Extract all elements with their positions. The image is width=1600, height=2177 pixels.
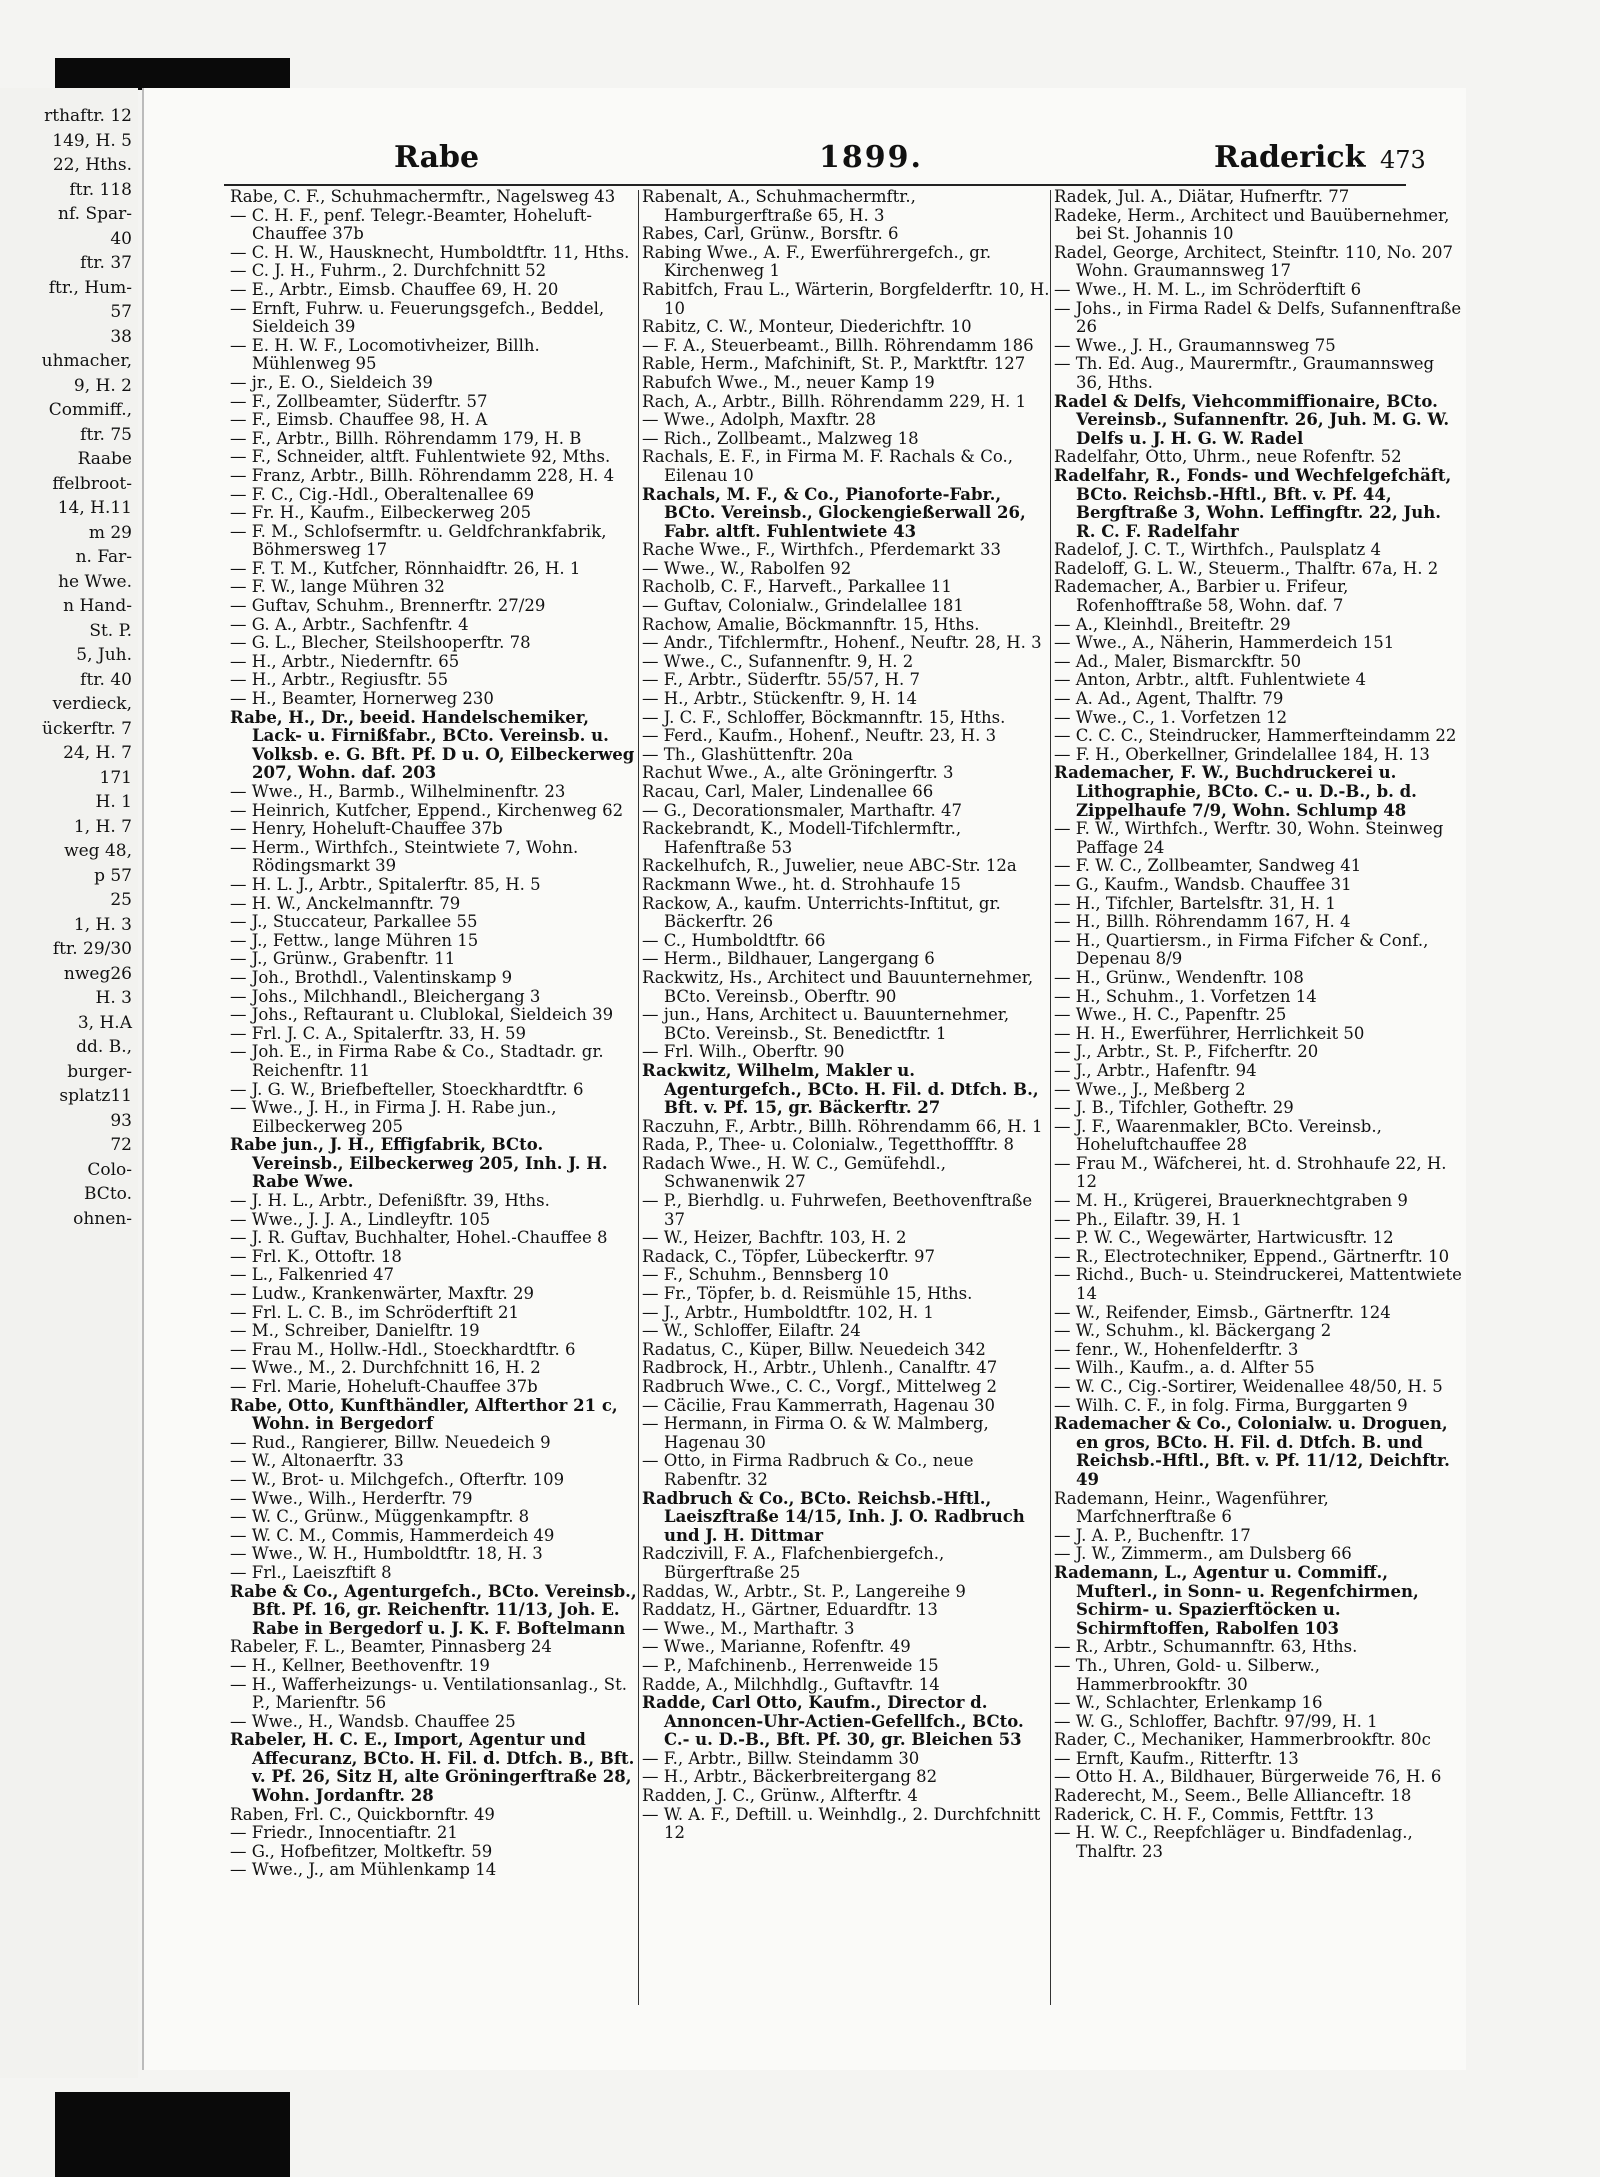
directory-entry: — Fr., Töpfer, b. d. Reismühle 15, Hths. (642, 1284, 973, 1304)
directory-entry: Raddatz, H., Gärtner, Eduardftr. 13 (642, 1600, 938, 1620)
directory-entry: — Frl. J. C. A., Spitalerftr. 33, H. 59 (230, 1023, 527, 1043)
directory-entry: — G., Decorationsmaler, Marthaftr. 47 (642, 800, 963, 820)
directory-entry-highlighted: Radelfahr, R., Fonds- und Wechfelgefchäft, BCto. Reichsb.-Hftl., Bft. v. Pf. 44, Bergftraße 3, Wohn. Leffingftr. 22, Juh. R. C. F. Radelfahr (1054, 465, 1452, 541)
directory-entry: — F. T. M., Kutfcher, Rönnhaidftr. 26, H. 1 (230, 558, 581, 578)
directory-entry: — Wwe., W. H., Humboldtftr. 18, H. 3 (230, 1544, 543, 1564)
directory-entry: Radeke, Herm., Architect und Bauübernehmer, bei St. Johannis 10 (1054, 205, 1450, 244)
directory-entry: — Frl., Laeiszftift 8 (230, 1562, 392, 1582)
directory-entry: — Henry, Hoheluft-Chauffee 37b (230, 819, 503, 839)
directory-entry: — F., Arbtr., Süderftr. 55/57, H. 7 (642, 670, 921, 690)
directory-entry: — W. C., Grünw., Müggenkampftr. 8 (230, 1507, 530, 1527)
directory-entry: — Wwe., M., 2. Durchfchnitt 16, H. 2 (230, 1358, 541, 1378)
directory-entry: — C. H. F., penf. Telegr.-Beamter, Hoheluft-Chauffee 37b (230, 205, 592, 244)
directory-entry: Rachut Wwe., A., alte Gröningerftr. 3 (642, 763, 954, 783)
directory-entry: — P., Mafchinenb., Herrenweide 15 (642, 1655, 939, 1675)
directory-entry: — F. W., Wirthfch., Werftr. 30, Wohn. Steinweg Paffage 24 (1054, 819, 1444, 857)
directory-entry: — Wwe., M., Marthaftr. 3 (642, 1618, 855, 1638)
directory-entry: — Wwe., Adolph, Maxftr. 28 (642, 410, 877, 430)
directory-entry: Raderecht, M., Seem., Belle Allianceftr. 18 (1054, 1786, 1412, 1806)
directory-entry-highlighted: Radbruch & Co., BCto. Reichsb.-Hftl., Laeiszftraße 14/15, Inh. J. O. Radbruch und J. H. Dittmar (642, 1488, 1025, 1545)
directory-entry: — F. W. C., Zollbeamter, Sandweg 41 (1054, 856, 1362, 876)
directory-entry: — Cäcilie, Frau Kammerrath, Hagenau 30 (642, 1395, 996, 1415)
directory-entry: Racholb, C. F., Harveft., Parkallee 11 (642, 577, 952, 597)
directory-entry: Rabe, C. F., Schuhmachermftr., Nagelsweg 43 (230, 187, 616, 206)
directory-entry-highlighted: Rademacher, F. W., Buchdruckerei u. Lithographie, BCto. C.- u. D.-B., b. d. Zippelhaufe 7/9, Wohn. Schlump 48 (1054, 763, 1417, 820)
header-rule (224, 184, 1406, 186)
directory-entry: — Ferd., Kaufm., Hohenf., Neuftr. 23, H. 3 (642, 726, 997, 746)
directory-entry: — H., Kellner, Beethovenftr. 19 (230, 1655, 490, 1675)
directory-entry: Radek, Jul. A., Diätar, Hufnerftr. 77 (1054, 187, 1350, 206)
directory-entry: — jun., Hans, Architect u. Bauunternehmer, BCto. Vereinsb., St. Benedictftr. 1 (642, 1005, 1010, 1043)
directory-entry: Radelfahr, Otto, Uhrm., neue Rofenftr. 52 (1054, 447, 1402, 467)
directory-entry: — fenr., W., Hohenfelderftr. 3 (1054, 1339, 1299, 1359)
directory-entry: Racau, Carl, Maler, Lindenallee 66 (642, 782, 934, 801)
directory-entry: — Frl. Wilh., Oberftr. 90 (642, 1042, 845, 1062)
directory-entry: — Wwe., J., Meßberg 2 (1054, 1079, 1246, 1099)
directory-entry: — F., Eimsb. Chauffee 98, H. A (230, 410, 488, 430)
directory-entry: Rademacher, A., Barbier u. Frifeur, Rofenhofftraße 58, Wohn. daf. 7 (1054, 577, 1349, 616)
directory-entry: Rabes, Carl, Grünw., Borsftr. 6 (642, 224, 899, 244)
directory-entry: — H. W., Anckelmannftr. 79 (230, 893, 461, 913)
directory-column-1 (230, 188, 640, 1880)
directory-entry-highlighted: Rachals, M. F., & Co., Pianoforte-Fabr., BCto. Vereinsb., Glockengießerwall 26, Fabr. altft. Fuhlentwiete 43 (642, 484, 1026, 541)
directory-entry: Radbruch Wwe., C. C., Vorgf., Mittelweg 2 (642, 1377, 997, 1396)
directory-entry: Rademann, Heinr., Wagenführer, Marfchnerftraße 6 (1054, 1488, 1329, 1527)
directory-entry: — C. H. W., Hausknecht, Humboldtftr. 11, Hths. (230, 242, 630, 262)
directory-entry-highlighted: Radel & Delfs, Viehcommiffionaire, BCto. Vereinsb., Sufannenftr. 26, Juh. M. G. W. Delfs u. J. H. G. W. Radel (1054, 391, 1450, 448)
directory-entry: Radatus, C., Küper, Billw. Neuedeich 342 (642, 1339, 986, 1359)
directory-entry: — Wwe., Wilh., Herderftr. 79 (230, 1488, 473, 1508)
directory-entry: — Wwe., J., am Mühlenkamp 14 (230, 1860, 497, 1880)
directory-entry-highlighted: Radde, Carl Otto, Kaufm., Director d. Annoncen-Uhr-Actien-Gefellfch., BCto. C.- u. D.-B., Bft. Pf. 30, gr. Bleichen 53 (642, 1693, 1024, 1750)
directory-entry: — Heinrich, Kutfcher, Eppend., Kirchenweg 62 (230, 800, 624, 820)
directory-entry: — Wwe., Marianne, Rofenftr. 49 (642, 1637, 911, 1657)
directory-entry-highlighted: Rackwitz, Wilhelm, Makler u. Agenturgefch., BCto. H. Fil. d. Dtfch. B., Bft. v. Pf. 15, gr. Bäckerftr. 27 (642, 1060, 1039, 1118)
page-header (144, 140, 1466, 184)
facing-page-fragments: rthaftr. 12 149, H. 5 22, Hths. ftr. 118 nf. Spar- 40 ftr. 37 ftr., Hum- 57 38 uhmacher, 9, H. 2 Commiff., ftr. 75 Raabe ffelbroot- 14, H.11 m 29 n. Far- he Wwe. n Hand- St. P. 5, Juh. ftr. 40 verdieck, ückerftr. 7 24, H. 7 171 H. 1 1, H. 7 weg 48, p 57 25 1, H. 3 ftr. 29/30 nweg26 H. 3 3, H.A dd. B., burger- splatz11 93 72 Colo- BCto. ohnen- (41, 106, 132, 1229)
directory-entry: — J., Arbtr., Humboldtftr. 102, H. 1 (642, 1302, 934, 1322)
directory-entry: — A., Kleinhdl., Breiteftr. 29 (1054, 614, 1291, 634)
directory-entry: Rabufch Wwe., M., neuer Kamp 19 (642, 372, 935, 392)
directory-entry: Radeloff, G. L. W., Steuerm., Thalftr. 67a, H. 2 (1054, 558, 1439, 578)
directory-entry: Radden, J. C., Grünw., Alfterftr. 4 (642, 1786, 918, 1806)
header-first-name: Rabe (394, 140, 480, 175)
directory-entry: — H. H., Ewerführer, Herrlichkeit 50 (1054, 1023, 1365, 1043)
directory-entry-highlighted: Rabe, Otto, Kunfthändler, Alfterthor 21 c, Wohn. in Bergedorf (230, 1395, 618, 1434)
directory-entry: — Franz, Arbtr., Billh. Röhrendamm 228, H. 4 (230, 465, 615, 485)
directory-entry: Rachow, Amalie, Böckmannftr. 15, Hths. (642, 614, 980, 634)
directory-entry: — E. H. W. F., Locomotivheizer, Billh. Mühlenweg 95 (230, 335, 540, 374)
directory-entry: — J. B., Tifchler, Gotheftr. 29 (1054, 1098, 1294, 1118)
directory-column-3 (1054, 188, 1464, 1861)
directory-entry: — F., Arbtr., Billh. Röhrendamm 179, H. B (230, 428, 582, 448)
directory-entry: — J., Grünw., Grabenftr. 11 (230, 949, 456, 969)
directory-entry: — C. J. H., Fuhrm., 2. Durchfchnitt 52 (230, 261, 547, 281)
directory-entry: — H., Wafferheizungs- u. Ventilationsanlag., St. P., Marienftr. 56 (230, 1674, 627, 1713)
directory-entry: — J., Arbtr., St. P., Fifcherftr. 20 (1054, 1042, 1319, 1062)
directory-entry: — W., Schuhm., kl. Bäckergang 2 (1054, 1321, 1332, 1341)
directory-entry: — W., Schloffer, Eilaftr. 24 (642, 1321, 861, 1341)
directory-entry: — F., Arbtr., Billw. Steindamm 30 (642, 1748, 920, 1768)
facing-page-edge (0, 88, 138, 2078)
directory-entry: — Wwe., C., Sufannenftr. 9, H. 2 (642, 651, 914, 671)
directory-entry: — R., Electrotechniker, Eppend., Gärtnerftr. 10 (1054, 1246, 1450, 1266)
directory-entry: — Johs., Reftaurant u. Clublokal, Sieldeich 39 (230, 1005, 614, 1025)
directory-entry: — H. L. J., Arbtr., Spitalerftr. 85, H. 5 (230, 874, 541, 894)
directory-entry: — G., Kaufm., Wandsb. Chauffee 31 (1054, 874, 1352, 894)
directory-entry: — W. G., Schloffer, Bachftr. 97/99, H. 1 (1054, 1711, 1378, 1731)
directory-entry: — Frl. Marie, Hoheluft-Chauffee 37b (230, 1377, 538, 1396)
directory-entry: — Wwe., H. M. L., im Schröderftift 6 (1054, 279, 1362, 299)
directory-entry: — Frau M., Hollw.-Hdl., Stoeckhardtftr. 6 (230, 1339, 576, 1359)
directory-entry-highlighted: Rabe, H., Dr., beeid. Handelschemiker, Lack- u. Firnißfabr., BCto. Vereinsb. u. Volksb. e. G. Bft. Pf. D u. O, Eilbeckerweg 207, Wohn. daf. 203 (230, 707, 635, 783)
directory-entry: — P. W. C., Wegewärter, Hartwicusftr. 12 (1054, 1228, 1394, 1248)
directory-entry: — Frl. K., Ottoftr. 18 (230, 1246, 402, 1266)
directory-entry: — J. A. P., Buchenftr. 17 (1054, 1525, 1251, 1545)
directory-entry: — Wwe., H. C., Papenftr. 25 (1054, 1005, 1287, 1025)
directory-entry: — J. R. Guftav, Buchhalter, Hohel.-Chauffee 8 (230, 1228, 608, 1248)
directory-entry: — W., Reifender, Eimsb., Gärtnerftr. 124 (1054, 1302, 1391, 1322)
directory-entry: — F. C., Cig.-Hdl., Oberaltenallee 69 (230, 484, 535, 504)
directory-entry: — G. A., Arbtr., Sachfenftr. 4 (230, 614, 469, 634)
directory-entry: — F. W., lange Mühren 32 (230, 577, 445, 597)
directory-entry: — M., Schreiber, Danielftr. 19 (230, 1321, 480, 1341)
directory-entry: — Frl. L. C. B., im Schröderftift 21 (230, 1302, 520, 1322)
directory-entry: Rable, Herm., Mafchinift, St. P., Marktftr. 127 (642, 354, 1026, 374)
directory-entry: Raderick, C. H. F., Commis, Fettftr. 13 (1054, 1804, 1374, 1824)
directory-entry: — A. Ad., Agent, Thalftr. 79 (1054, 689, 1284, 709)
directory-entry: — C. C. C., Steindrucker, Hammerfteindamm 22 (1054, 726, 1457, 746)
directory-entry: — jr., E. O., Sieldeich 39 (230, 372, 433, 392)
directory-entry: — J. F., Waarenmakler, BCto. Vereinsb., Hoheluftchauffee 28 (1054, 1116, 1382, 1155)
directory-entry: — Ad., Maler, Bismarckftr. 50 (1054, 651, 1302, 671)
directory-column-2 (642, 188, 1052, 1843)
directory-entry: Rackebrandt, K., Modell-Tifchlermftr., Hafenftraße 53 (642, 819, 962, 857)
directory-entry: — Th., Uhren, Gold- u. Silberw., Hammerbrookftr. 30 (1054, 1655, 1321, 1694)
directory-entry: Rackmann Wwe., ht. d. Strohhaufe 15 (642, 874, 961, 894)
directory-entry: — Richd., Buch- u. Steindruckerei, Mattentwiete 14 (1054, 1265, 1462, 1304)
directory-entry: Rabeler, F. L., Beamter, Pinnasberg 24 (230, 1637, 552, 1657)
directory-entry-highlighted: Rademann, L., Agentur u. Commiff., Mufterl., in Sonn- u. Regenfchirmen, Schirm- u. Spazierftöcken u. Schirmftoffen, Rabolfen 103 (1054, 1562, 1419, 1638)
directory-entry: — H., Schuhm., 1. Vorfetzen 14 (1054, 986, 1317, 1006)
directory-entry: — Wwe., J. J. A., Lindleyftr. 105 (230, 1209, 491, 1229)
directory-entry: — W. C. M., Commis, Hammerdeich 49 (230, 1525, 555, 1545)
directory-entry: Rabitfch, Frau L., Wärterin, Borgfelderftr. 10, H. 10 (642, 279, 1050, 318)
directory-entry: Rache Wwe., F., Wirthfch., Pferdemarkt 33 (642, 540, 1001, 560)
directory-entry: — Friedr., Innocentiaftr. 21 (230, 1823, 458, 1843)
directory-entry: — Wwe., W., Rabolfen 92 (642, 558, 852, 578)
directory-entry: Radczivill, F. A., Flafchenbiergefch., Bürgerftraße 25 (642, 1544, 945, 1582)
directory-entry: — W. C., Cig.-Sortirer, Weidenallee 48/50, H. 5 (1054, 1377, 1443, 1396)
directory-entry: — W., Altonaerftr. 33 (230, 1451, 404, 1471)
directory-entry: — Guftav, Schuhm., Brennerftr. 27/29 (230, 596, 546, 616)
book-spine-top (55, 58, 290, 90)
directory-entry: Raddas, W., Arbtr., St. P., Langereihe 9 (642, 1581, 966, 1601)
directory-entry: Radel, George, Architect, Steinftr. 110, No. 207 Wohn. Graumannsweg 17 (1054, 242, 1453, 281)
directory-entry: Radelof, J. C. T., Wirthfch., Paulsplatz 4 (1054, 540, 1381, 560)
directory-entry: — Wwe., C., 1. Vorfetzen 12 (1054, 707, 1288, 727)
directory-entry: — W., Schlachter, Erlenkamp 16 (1054, 1693, 1323, 1713)
directory-entry: Radack, C., Töpfer, Lübeckerftr. 97 (642, 1246, 935, 1266)
directory-entry: — Joh., Brothdl., Valentinskamp 9 (230, 967, 513, 987)
directory-entry: — L., Falkenried 47 (230, 1265, 395, 1285)
directory-entry: Rabing Wwe., A. F., Ewerführergefch., gr. Kirchenweg 1 (642, 242, 992, 281)
directory-entry: — Ernft, Fuhrw. u. Feuerungsgefch., Beddel, Sieldeich 39 (230, 298, 605, 337)
directory-entry: — G. L., Blecher, Steilshooperftr. 78 (230, 633, 531, 653)
directory-entry: — Johs., in Firma Radel & Delfs, Sufannenftraße 26 (1054, 298, 1462, 337)
directory-entry: Rackow, A., kaufm. Unterrichts-Inftitut, gr. Bäckerftr. 26 (642, 893, 1001, 932)
directory-entry-highlighted: Rabe & Co., Agenturgefch., BCto. Vereinsb., Bft. Pf. 16, gr. Reichenftr. 11/13, Joh. E. Rabe in Bergedorf u. J. K. F. Boftelmann (230, 1581, 637, 1638)
directory-entry: — Rich., Zollbeamt., Malzweg 18 (642, 428, 919, 448)
directory-entry: Rackwitz, Hs., Architect und Bauunternehmer, BCto. Vereinsb., Oberftr. 90 (642, 967, 1034, 1006)
directory-entry-highlighted: Rabe jun., J. H., Effigfabrik, BCto. Vereinsb., Eilbeckerweg 205, Inh. J. H. Rabe Wwe. (230, 1135, 608, 1192)
directory-entry: — Wilh. C. F., in folg. Firma, Burggarten 9 (1054, 1395, 1408, 1415)
directory-entry-highlighted: Rademacher & Co., Colonialw. u. Droguen, en gros, BCto. H. Fil. d. Dtfch. B. und Reichsb.-Hftl., Bft. v. Pf. 11/12, Deichftr. 49 (1054, 1414, 1450, 1489)
directory-entry: — F., Schuhm., Bennsberg 10 (642, 1265, 889, 1285)
directory-entry: — C., Humboldtftr. 66 (642, 930, 826, 950)
directory-page (142, 88, 1466, 2070)
directory-entry: Rackelhufch, R., Juwelier, neue ABC-Str. 12a (642, 856, 1017, 876)
directory-entry: Raben, Frl. C., Quickbornftr. 49 (230, 1804, 495, 1824)
directory-entry: — J. H. L., Arbtr., Defenißftr. 39, Hths. (230, 1191, 550, 1211)
directory-entry: — E., Arbtr., Eimsb. Chauffee 69, H. 20 (230, 279, 559, 299)
page-number: 473 (1380, 146, 1426, 174)
directory-entry: — F. A., Steuerbeamt., Billh. Röhrendamm 186 (642, 335, 1034, 355)
directory-entry: — Wwe., J. H., Graumannsweg 75 (1054, 335, 1336, 355)
directory-entry: — H., Arbtr., Niedernftr. 65 (230, 651, 460, 671)
directory-entry: — H., Quartiersm., in Firma Fifcher & Conf., Depenau 8/9 (1054, 930, 1429, 969)
directory-entry: Radbrock, H., Arbtr., Uhlenh., Canalftr. 47 (642, 1358, 998, 1378)
directory-entry: — Wwe., A., Näherin, Hammerdeich 151 (1054, 633, 1395, 653)
directory-entry: Rader, C., Mechaniker, Hammerbrookftr. 80c (1054, 1730, 1431, 1750)
directory-entry: — W., Heizer, Bachftr. 103, H. 2 (642, 1228, 907, 1248)
directory-entry: — Wwe., H., Barmb., Wilhelminenftr. 23 (230, 782, 566, 801)
directory-entry: — J. G. W., Briefbefteller, Stoeckhardtftr. 6 (230, 1079, 584, 1099)
directory-entry: — H., Beamter, Hornerweg 230 (230, 689, 494, 709)
directory-entry: Rada, P., Thee- u. Colonialw., Tegetthoffftr. 8 (642, 1135, 1014, 1155)
directory-entry: — Wwe., H., Wandsb. Chauffee 25 (230, 1711, 516, 1731)
directory-entry: — J., Stuccateur, Parkallee 55 (230, 912, 478, 932)
directory-entry: Radach Wwe., H. W. C., Gemüfehdl., Schwanenwik 27 (642, 1153, 946, 1192)
directory-entry: — Herm., Wirthfch., Steintwiete 7, Wohn. Rödingsmarkt 39 (230, 837, 579, 876)
directory-entry: — H., Arbtr., Stückenftr. 9, H. 14 (642, 689, 918, 709)
directory-entry: — M. H., Krügerei, Brauerknechtgraben 9 (1054, 1191, 1408, 1211)
directory-entry: — J. W., Zimmerm., am Dulsberg 66 (1054, 1544, 1352, 1564)
directory-entry: — H., Tifchler, Bartelsftr. 31, H. 1 (1054, 893, 1336, 913)
directory-entry: — J., Arbtr., Hafenftr. 94 (1054, 1060, 1257, 1080)
directory-entry: — P., Bierhdlg. u. Fuhrwefen, Beethovenftraße 37 (642, 1191, 1033, 1229)
directory-entry: — Joh. E., in Firma Rabe & Co., Stadtadr. gr. Reichenftr. 11 (230, 1042, 604, 1080)
directory-entry: Rachals, E. F., in Firma M. F. Rachals & Co., Eilenau 10 (642, 447, 1013, 485)
directory-entry: Raczuhn, F., Arbtr., Billh. Röhrendamm 66, H. 1 (642, 1116, 1043, 1136)
directory-entry: Rabenalt, A., Schuhmachermftr., Hamburgerftraße 65, H. 3 (642, 187, 916, 225)
directory-entry: — Anton, Arbtr., altft. Fuhlentwiete 4 (1054, 670, 1367, 690)
directory-entry: — F., Schneider, altft. Fuhlentwiete 92, Mths. (230, 447, 611, 467)
directory-entry: — J., Fettw., lange Mühren 15 (230, 930, 479, 950)
directory-entry: — Ph., Eilaftr. 39, H. 1 (1054, 1209, 1242, 1229)
directory-entry: Rach, A., Arbtr., Billh. Röhrendamm 229, H. 1 (642, 391, 1027, 411)
directory-entry: — Frau M., Wäfcherei, ht. d. Strohhaufe 22, H. 12 (1054, 1153, 1447, 1192)
directory-entry: Radde, A., Milchhdlg., Guftavftr. 14 (642, 1674, 940, 1694)
directory-entry: — H. W. C., Reepfchläger u. Bindfadenlag., Thalftr. 23 (1054, 1823, 1413, 1861)
directory-entry: — Th. Ed. Aug., Maurermftr., Graumannsweg 36, Hths. (1054, 354, 1435, 392)
header-year: 1899. (819, 140, 923, 175)
directory-entry: — F. H., Oberkellner, Grindelallee 184, H. 13 (1054, 744, 1430, 764)
directory-entry: — R., Arbtr., Schumannftr. 63, Hths. (1054, 1637, 1358, 1657)
directory-entry: — H., Arbtr., Regiusftr. 55 (230, 670, 449, 690)
directory-entry: — Hermann, in Firma O. & W. Malmberg, Hagenau 30 (642, 1414, 989, 1452)
directory-entry: — Th., Glashüttenftr. 20a (642, 744, 853, 764)
directory-entry: — G., Hofbefitzer, Moltkeftr. 59 (230, 1841, 493, 1861)
directory-entry: — Ernft, Kaufm., Ritterftr. 13 (1054, 1748, 1299, 1768)
directory-entry: — F., Zollbeamter, Süderftr. 57 (230, 391, 488, 411)
directory-entry: — Rud., Rangierer, Billw. Neuedeich 9 (230, 1432, 551, 1452)
directory-entry: — Andr., Tifchlermftr., Hohenf., Neuftr. 28, H. 3 (642, 633, 1042, 653)
directory-entry: — Wilh., Kaufm., a. d. Alfter 55 (1054, 1358, 1315, 1378)
directory-entry: — Otto, in Firma Radbruch & Co., neue Rabenftr. 32 (642, 1451, 974, 1489)
directory-entry: — Wwe., J. H., in Firma J. H. Rabe jun., Eilbeckerweg 205 (230, 1098, 557, 1136)
directory-entry: — J. C. F., Schloffer, Böckmannftr. 15, Hths. (642, 707, 1006, 727)
directory-entry: — Fr. H., Kaufm., Eilbeckerweg 205 (230, 503, 532, 523)
directory-entry: — W., Brot- u. Milchgefch., Ofterftr. 109 (230, 1469, 565, 1489)
directory-entry: Rabitz, C. W., Monteur, Diederichftr. 10 (642, 317, 972, 337)
header-last-name: Raderick (1214, 140, 1366, 175)
directory-entry: — W. A. F., Deftill. u. Weinhdlg., 2. Durchfchnitt 12 (642, 1804, 1041, 1843)
directory-entry: — Johs., Milchhandl., Bleichergang 3 (230, 986, 541, 1006)
book-spine-bottom (55, 2092, 290, 2177)
directory-entry: — Guftav, Colonialw., Grindelallee 181 (642, 596, 964, 616)
directory-entry: — Otto H. A., Bildhauer, Bürgerweide 76, H. 6 (1054, 1767, 1442, 1787)
directory-entry: — Herm., Bildhauer, Langergang 6 (642, 949, 935, 969)
directory-entry: — H., Grünw., Wendenftr. 108 (1054, 967, 1304, 987)
directory-entry: — F. M., Schlofsermftr. u. Geldfchrankfabrik, Böhmersweg 17 (230, 521, 607, 560)
directory-entry: — Ludw., Krankenwärter, Maxftr. 29 (230, 1284, 535, 1304)
directory-entry-highlighted: Rabeler, H. C. E., Import, Agentur und Affecuranz, BCto. H. Fil. d. Dtfch. B., Bft. v. Pf. 26, Sitz H, alte Gröningerftraße 28, Wohn. Jordanftr. 28 (230, 1730, 635, 1806)
directory-entry: — H., Arbtr., Bäckerbreitergang 82 (642, 1767, 938, 1787)
directory-entry: — H., Billh. Röhrendamm 167, H. 4 (1054, 912, 1351, 932)
